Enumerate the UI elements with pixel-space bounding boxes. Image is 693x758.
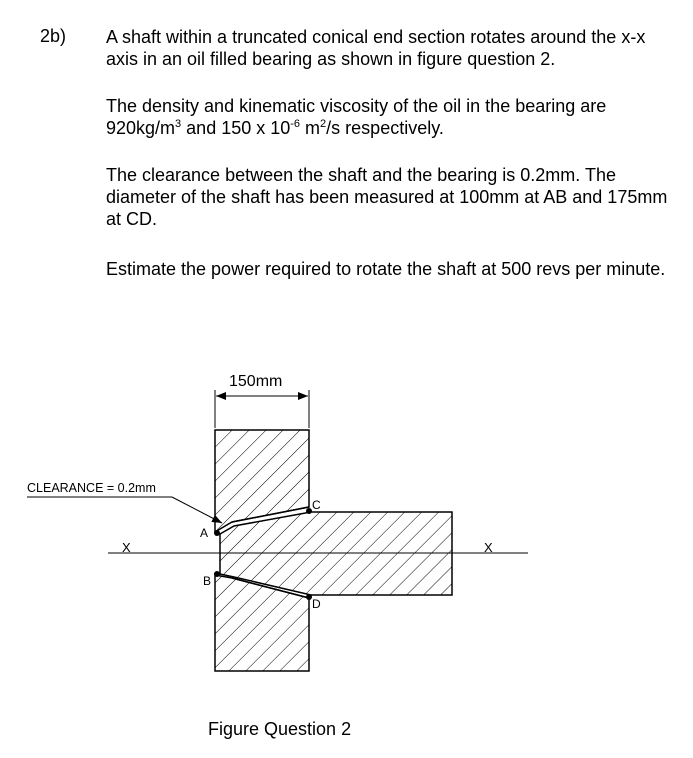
point-c-label: C [312, 498, 321, 512]
point-b-marker [214, 571, 220, 577]
point-a-label: A [200, 526, 209, 540]
point-a-marker [214, 530, 220, 536]
p2-sup-1: 3 [175, 118, 182, 130]
question-paragraph-4: Estimate the power required to rotate the shaft at 500 revs per minute. [106, 259, 666, 279]
figure-caption: Figure Question 2 [208, 719, 352, 739]
point-d-label: D [312, 597, 321, 611]
question-number: 2b) [40, 26, 67, 46]
clearance-label: CLEARANCE = 0.2mm [27, 481, 156, 495]
axis-label-right: X [484, 540, 493, 555]
p2-sup-3: 2 [320, 118, 327, 130]
p2-text-pre: The density and kinematic viscosity of the oil in the bearing are 920kg/m [106, 96, 607, 138]
p2-text-post: /s respectively. [326, 118, 444, 138]
question-paragraph-1: A shaft within a truncated conical end section rotates around the x-x axis in an oil filled bearing as shown in figure question 2. [106, 27, 646, 69]
p2-text-mid2: m [300, 118, 321, 138]
axis-label-left: X [122, 540, 131, 555]
p2-sup-2: -6 [290, 118, 301, 130]
point-b-label: B [203, 574, 212, 588]
p2-text-mid: and 150 x 10 [181, 118, 291, 138]
question-paragraph-3: The clearance between the shaft and the bearing is 0.2mm. The diameter of the shaft has been measured at 100mm at AB and 175mm at CD. [106, 165, 668, 229]
dimension-label: 150mm [229, 373, 283, 390]
